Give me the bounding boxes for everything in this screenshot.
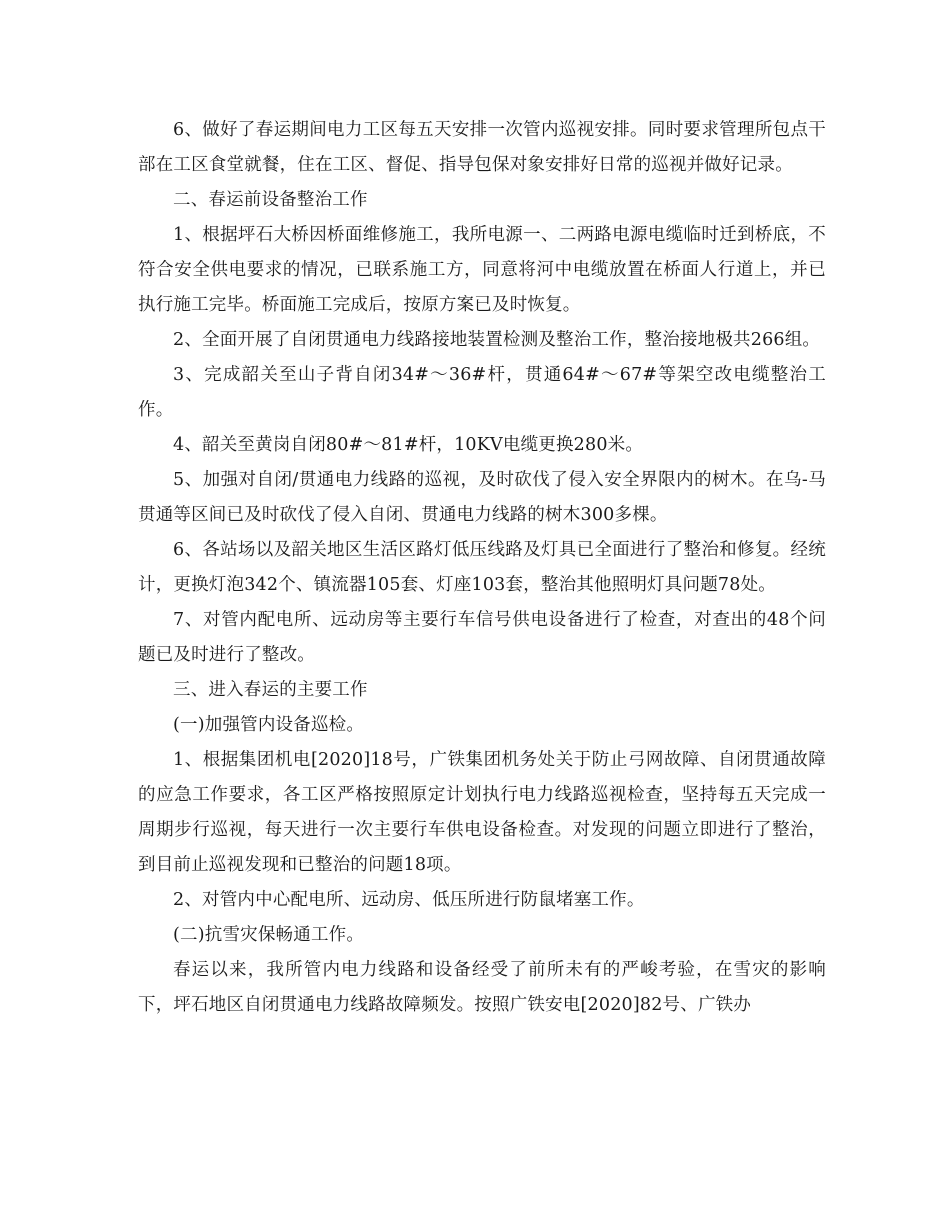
- paragraph-item-3-cable-upgrade: 3、完成韶关至山子背自闭34#～36#杆，贯通64#～67#等架空改电缆整治工作。: [138, 365, 826, 420]
- paragraph-item-1-patrol-requirements: 1、根据集团机电[2020]18号，广铁集团机务处关于防止弓网故障、自闭贯通故障的应急工作要求，各工区严格按照原定计划执行电力线路巡视检查，坚持每五天完成一周期步行巡视，每天进行一次主要行车供电设备检查。对发现的问题立即进行了整治，到目前止巡视发现和已整治的问题18项。: [138, 750, 826, 875]
- paragraph-item-6-lighting-repair: 6、各站场以及韶关地区生活区路灯低压线路及灯具已全面进行了整治和修复。经统计，更换灯泡342个、镇流器105套、灯座103套，整治其他照明灯具问题78处。: [138, 540, 826, 595]
- paragraph-item-1-bridge-cable: 1、根据坪石大桥因桥面维修施工，我所电源一、二两路电源电缆临时迁到桥底，不符合安全供电要求的情况，已联系施工方，同意将河中电缆放置在桥面人行道上，并已执行施工完毕。桥面施工完成后，按原方案已及时恢复。: [138, 225, 826, 315]
- paragraph-item-5-tree-clearing: 5、加强对自闭/贯通电力线路的巡视，及时砍伐了侵入安全界限内的树木。在乌-马贯通等区间已及时砍伐了侵入自闭、贯通电力线路的树木300多棵。: [138, 470, 826, 525]
- section-heading-equipment-rectification: 二、春运前设备整治工作: [173, 190, 368, 210]
- paragraph-item-2-grounding: 2、全面开展了自闭贯通电力线路接地装置检测及整治工作，整治接地极共266组。: [173, 330, 821, 350]
- paragraph-item-7-equipment-inspection: 7、对管内配电所、远动房等主要行车信号供电设备进行了检查，对查出的48个问题已及时进行了整改。: [138, 610, 826, 665]
- paragraph-snow-disaster-impact: 春运以来，我所管内电力线路和设备经受了前所未有的严峻考验，在雪灾的影响下，坪石地区自闭贯通电力线路故障频发。按照广铁安电[2020]82号、广铁办: [138, 960, 826, 1015]
- paragraph-item-6-meal-arrangement: 6、做好了春运期间电力工区每五天安排一次管内巡视安排。同时要求管理所包点干部在工区食堂就餐，住在工区、督促、指导包保对象安排好日常的巡视并做好记录。: [138, 120, 826, 175]
- paragraph-item-4-cable-replacement: 4、韶关至黄岗自闭80#～81#杆，10KV电缆更换280米。: [173, 435, 644, 455]
- subsection-heading-snow-disaster: (二)抗雪灾保畅通工作。: [173, 925, 365, 945]
- section-heading-main-work: 三、进入春运的主要工作: [173, 680, 368, 700]
- document-body: [138, 113, 826, 1023]
- paragraph-item-2-rodent-proofing: 2、对管内中心配电所、远动房、低压所进行防鼠堵塞工作。: [173, 890, 645, 910]
- subsection-heading-patrol: (一)加强管内设备巡检。: [173, 715, 365, 735]
